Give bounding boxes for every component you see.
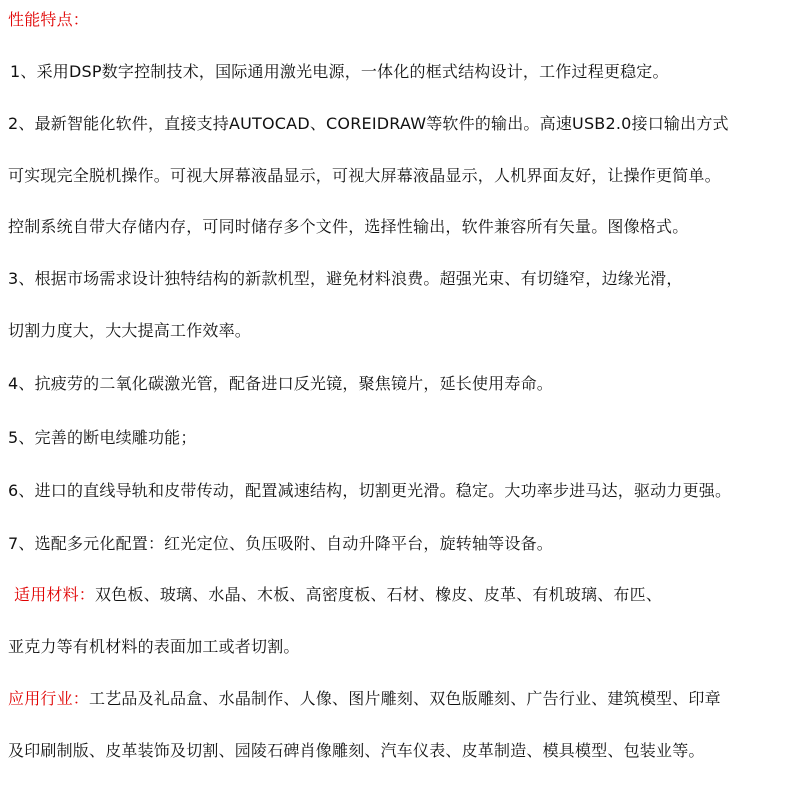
feature-line-2: 2、最新智能化软件，直接支持AUTOCAD、COREIDRAW等软件的输出。高速USB2.0接口输出方式 (8, 114, 729, 133)
industries-line-2: 及印刷制版、皮革装饰及切割、园陵石碑肖像雕刻、汽车仪表、皮革制造、模具模型、包装业等。 (8, 741, 705, 760)
feature-line-9: 6、进口的直线导轨和皮带传动，配置减速结构，切割更光滑。稳定。大功率步进马达，驱动力更强。 (8, 481, 732, 500)
industries-label: 应用行业： (8, 689, 90, 708)
materials-line-1 (14, 585, 662, 605)
industries-line-1 (8, 689, 721, 709)
feature-line-4: 控制系统自带大存储内存，可同时储存多个文件，选择性输出，软件兼容所有矢量。图像格式。 (8, 217, 689, 236)
feature-line-1: 1、采用DSP数字控制技术，国际通用激光电源，一体化的框式结构设计，工作过程更稳定。 (10, 62, 669, 81)
materials-label: 适用材料： (14, 585, 96, 604)
materials-line-2: 亚克力等有机材料的表面加工或者切割。 (8, 637, 300, 656)
feature-line-5: 3、根据市场需求设计独特结构的新款机型，避免材料浪费。超强光束、有切缝窄，边缘光滑， (8, 269, 683, 288)
industries-text-1: 工艺品及礼品盒、水晶制作、人像、图片雕刻、双色版雕刻、广告行业、建筑模型、印章 (89, 689, 721, 708)
feature-line-10: 7、选配多元化配置：红光定位、负压吸附、自动升降平台，旋转轴等设备。 (8, 534, 553, 553)
materials-text-1: 双色板、玻璃、水晶、木板、高密度板、石材、橡皮、皮革、有机玻璃、布匹、 (95, 585, 663, 604)
feature-line-8: 5、完善的断电续雕功能； (8, 428, 197, 447)
section-title: 性能特点： (8, 10, 90, 29)
feature-line-6: 切割力度大，大大提高工作效率。 (8, 321, 252, 340)
feature-line-3: 可实现完全脱机操作。可视大屏幕液晶显示，可视大屏幕液晶显示，人机界面友好，让操作更简单。 (8, 166, 721, 185)
feature-line-7: 4、抗疲劳的二氧化碳激光管，配备进口反光镜，聚焦镜片，延长使用寿命。 (8, 374, 553, 393)
